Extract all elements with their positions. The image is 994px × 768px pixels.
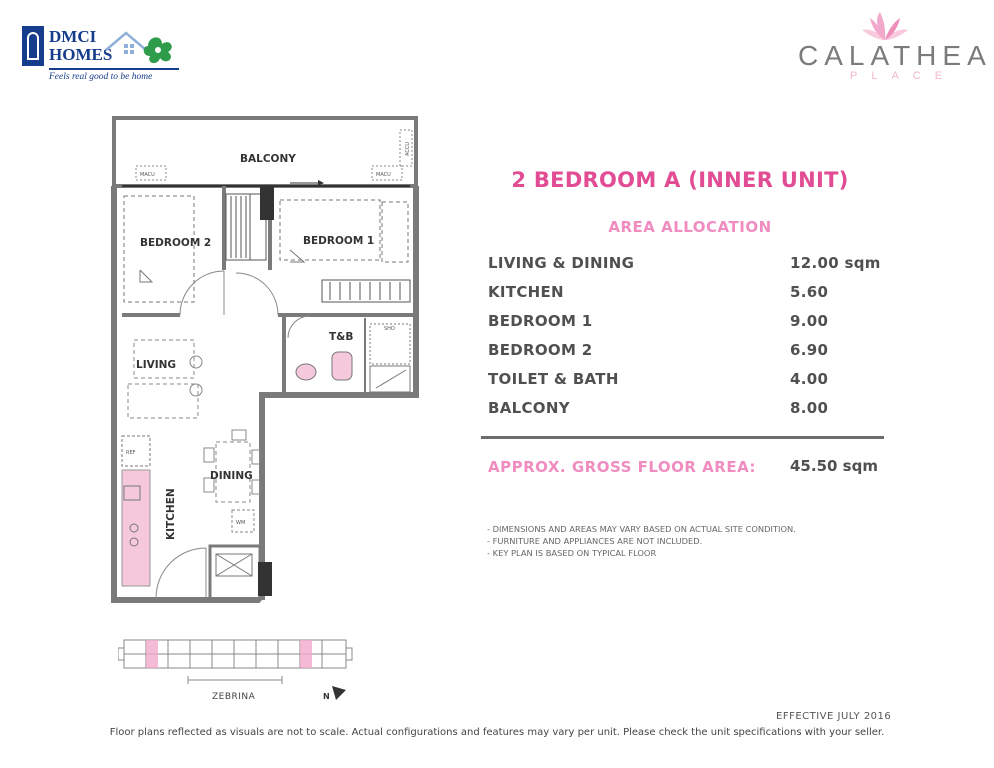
area-value: 9.00 xyxy=(790,312,829,330)
area-row xyxy=(488,399,888,428)
area-value: 8.00 xyxy=(790,399,829,417)
area-row xyxy=(488,370,888,399)
dmci-logo-line1: DMCI xyxy=(49,27,97,46)
dmci-logo-rule xyxy=(49,68,179,70)
dmci-logo-line2: HOMES xyxy=(49,45,113,64)
macu-label-left: MACU xyxy=(140,172,155,178)
area-row xyxy=(488,283,888,312)
accu-label: ACCU xyxy=(405,142,411,156)
calathea-flower-icon xyxy=(860,10,910,42)
key-plan xyxy=(118,634,358,706)
dmci-emblem-icon xyxy=(22,26,44,66)
house-leaf-icon xyxy=(104,28,179,68)
area-label: BALCONY xyxy=(488,399,570,417)
area-label: KITCHEN xyxy=(488,283,564,301)
room-label-dining: DINING xyxy=(210,470,253,482)
note-item: - FURNITURE AND APPLIANCES ARE NOT INCLUDED. xyxy=(487,536,703,546)
area-label: BEDROOM 1 xyxy=(488,312,593,330)
dmci-homes-logo xyxy=(22,26,182,88)
key-plan-label: ZEBRINA xyxy=(212,692,256,702)
calathea-sub-wordmark: PLACE xyxy=(850,70,957,82)
room-label-bedroom-2: BEDROOM 2 xyxy=(140,237,212,249)
note-item: - KEY PLAN IS BASED ON TYPICAL FLOOR xyxy=(487,548,657,558)
wm-label: WM xyxy=(236,520,246,526)
area-divider xyxy=(481,436,884,439)
area-row xyxy=(488,254,888,283)
balcony-wall xyxy=(114,118,416,186)
calathea-wordmark: CALATHEA xyxy=(798,40,992,71)
area-value: 5.60 xyxy=(790,283,829,301)
area-allocation-heading: AREA ALLOCATION xyxy=(608,218,772,236)
room-label-balcony: BALCONY xyxy=(240,153,296,165)
north-arrow-icon xyxy=(323,686,346,701)
dmci-tagline: Feels real good to be home xyxy=(49,72,153,82)
disclaimer-notes xyxy=(487,523,796,559)
area-value: 6.90 xyxy=(790,341,829,359)
macu-label-right: MACU xyxy=(376,172,391,178)
unit-title: 2 BEDROOM A (INNER UNIT) xyxy=(511,168,849,192)
shower-label: SHO xyxy=(384,326,395,332)
area-value: 4.00 xyxy=(790,370,829,388)
room-label-tb: T&B xyxy=(329,331,354,343)
area-label: LIVING & DINING xyxy=(488,254,635,272)
room-label-bedroom-1: BEDROOM 1 xyxy=(303,235,375,247)
calathea-place-logo xyxy=(790,10,992,90)
gross-floor-area-value: 45.50 sqm xyxy=(790,457,878,475)
area-value: 12.00 sqm xyxy=(790,254,881,272)
area-label: TOILET & BATH xyxy=(488,370,619,388)
footer-disclaimer: Floor plans reflected as visuals are not to scale. Actual configurations and features may vary per unit. Please check the unit specifications with your seller. xyxy=(109,727,885,738)
floor-plan xyxy=(100,110,440,610)
area-row xyxy=(488,312,888,341)
area-label: BEDROOM 2 xyxy=(488,341,593,359)
kitchen-counter xyxy=(122,470,150,586)
area-row xyxy=(488,341,888,370)
room-label-living: LIVING xyxy=(136,359,177,371)
room-label-kitchen: KITCHEN xyxy=(165,488,177,540)
note-item: - DIMENSIONS AND AREAS MAY VARY BASED ON ACTUAL SITE CONDITION. xyxy=(487,524,796,534)
area-allocation-table xyxy=(488,254,888,428)
north-label: N xyxy=(323,692,330,701)
gross-floor-area-label: APPROX. GROSS FLOOR AREA: xyxy=(488,458,756,476)
effective-date: EFFECTIVE JULY 2016 xyxy=(776,711,892,722)
ref-label: REF xyxy=(126,450,136,456)
